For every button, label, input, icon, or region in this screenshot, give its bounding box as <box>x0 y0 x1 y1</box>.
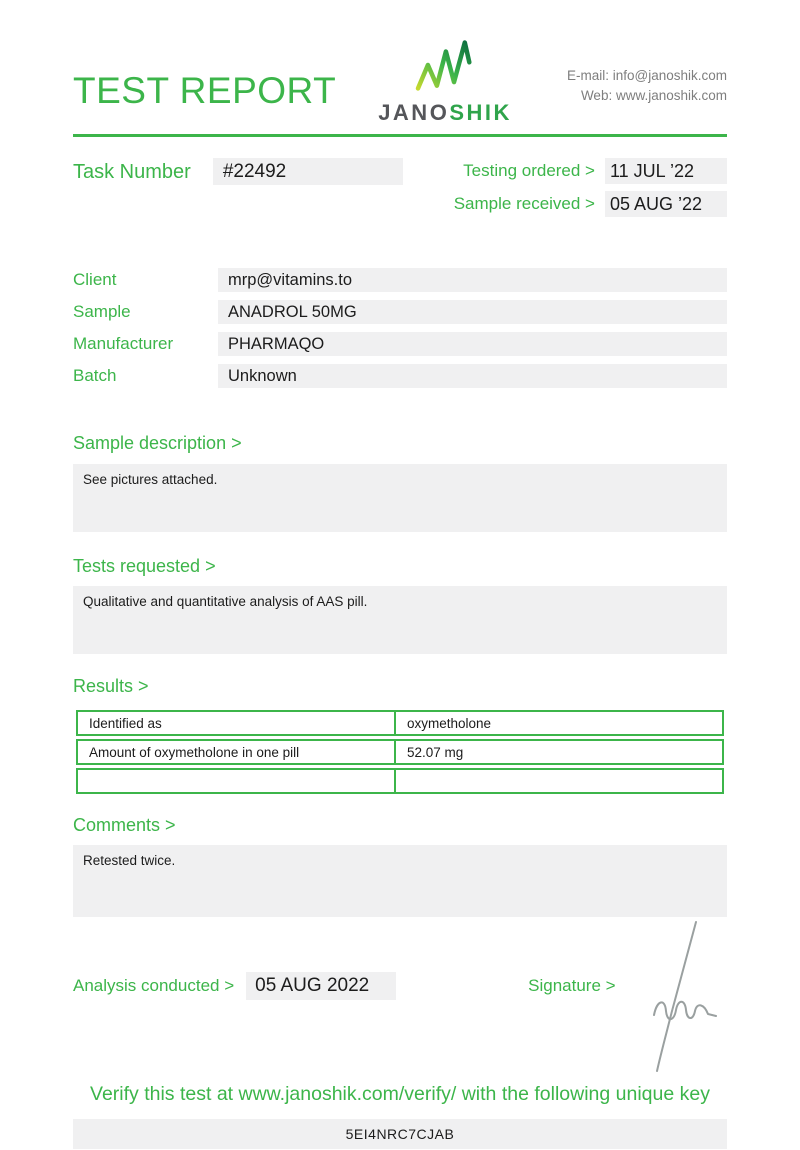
sample-label: Sample <box>73 302 131 321</box>
contact-web: Web: www.janoshik.com <box>580 87 727 103</box>
comments-body: Retested twice. <box>73 845 727 917</box>
analysis-conducted-date: 05 AUG 2022 <box>246 972 396 1000</box>
testing-ordered-row <box>454 158 727 184</box>
logo-text-jano: JANO <box>378 100 450 125</box>
batch-value: Unknown <box>218 364 727 388</box>
info-row-batch <box>0 364 800 388</box>
contact-info <box>567 66 727 105</box>
table-row <box>76 710 724 736</box>
testing-ordered-label: Testing ordered > <box>463 161 595 180</box>
manufacturer-label: Manufacturer <box>73 334 174 353</box>
contact-email: E-mail: info@janoshik.com <box>566 68 727 83</box>
sample-description-heading: Sample description > <box>73 433 242 453</box>
analysis-conducted-label: Analysis conducted > <box>73 976 235 995</box>
result-value: oxymetholone <box>407 715 492 731</box>
footer-row <box>0 971 800 1001</box>
sample-received-date: 05 AUG ’22 <box>605 191 727 217</box>
result-value <box>396 770 722 792</box>
result-key: Identified as <box>78 712 396 734</box>
page-title: TEST REPORT <box>73 70 337 111</box>
info-row-manufacturer <box>0 332 800 356</box>
chart-trend-icon <box>412 38 478 97</box>
logo-text-shik: SHIK <box>449 100 512 125</box>
janoshik-logo <box>378 38 512 126</box>
header-divider <box>73 134 727 137</box>
table-row <box>76 739 724 765</box>
client-label: Client <box>73 270 117 289</box>
table-row <box>76 768 724 794</box>
results-table <box>76 710 724 794</box>
result-key <box>78 770 396 792</box>
signature-image <box>628 919 720 1079</box>
sample-description-body: See pictures attached. <box>73 464 727 532</box>
signature-label: Signature > <box>528 976 616 995</box>
task-number-group <box>73 158 403 224</box>
tests-requested-body: Qualitative and quantitative analysis of AAS pill. <box>73 586 727 654</box>
header <box>0 0 800 126</box>
sample-received-label: Sample received > <box>453 194 595 213</box>
results-heading: Results > <box>73 676 149 696</box>
info-row-sample <box>0 300 800 324</box>
manufacturer-value: PHARMAQO <box>218 332 727 356</box>
batch-label: Batch <box>73 366 117 385</box>
dates-group <box>454 158 727 224</box>
info-row-client <box>0 268 800 292</box>
sample-info-section <box>0 268 800 388</box>
task-section <box>0 158 800 224</box>
client-value: mrp@vitamins.to <box>218 268 727 292</box>
verify-instruction: Verify this test at www.janoshik.com/verify/ with the following unique key <box>90 1083 710 1105</box>
tests-requested-heading: Tests requested > <box>73 556 216 576</box>
verify-key: 5EI4NRC7CJAB <box>73 1119 727 1149</box>
testing-ordered-date: 11 JUL ’22 <box>605 158 727 184</box>
sample-received-row <box>454 191 727 217</box>
comments-heading: Comments > <box>73 815 176 835</box>
result-value: 52.07 mg <box>407 744 464 760</box>
task-number-value: #22492 <box>213 158 403 185</box>
task-number-label: Task Number <box>73 161 191 183</box>
logo-wordmark <box>378 100 512 126</box>
result-key: Amount of oxymetholone in one pill <box>78 741 396 763</box>
sample-value: ANADROL 50MG <box>218 300 727 324</box>
